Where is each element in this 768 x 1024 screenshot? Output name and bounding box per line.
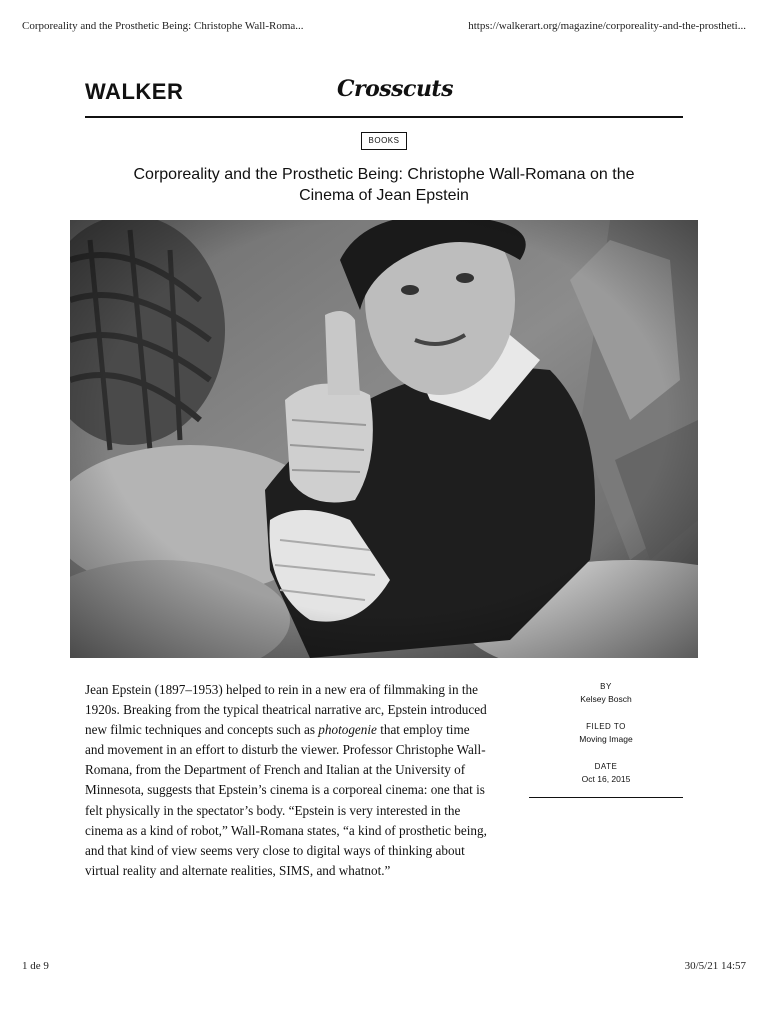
print-header [22,20,746,32]
masthead [85,76,683,118]
print-page-title: Corporeality and the Prosthetic Being: Christophe Wall-Roma... [22,20,304,32]
hero-image-film-still [70,220,698,658]
meta-divider [529,797,683,798]
article-title: Corporeality and the Prosthetic Being: Christophe Wall-Romana on the Cinema of Jean Epstein [133,166,635,204]
author-name[interactable]: Kelsey Bosch [580,694,632,704]
print-url: https://walkerart.org/magazine/corporeality-and-the-prostheti... [468,20,746,32]
date-label: DATE [594,762,618,771]
article-body [85,680,490,881]
walker-logo-link[interactable]: WALKER [85,79,184,104]
article-body-part-2: that employ time and movement in an effort to disturb the viewer. Professor Christophe Wall-Romana, from the Department of French and Italian at the University of Minnesota, suggests that Epstein’s cinema is a corporeal cinema: one that is felt physically in the spectator’s body. “Epstein is very interested in the cinema as a kind of robot,” Wall-Romana states, “a kind of prosthetic being, and that kind of view seems very close to digital ways of thinking about virtual reality and alternate realities, SIMS, and whatnot.” [85,722,487,878]
filed-to-category[interactable]: Moving Image [579,734,633,744]
page-count: 1 de 9 [22,960,49,972]
publish-date: Oct 16, 2015 [581,774,631,784]
print-timestamp: 30/5/21 14:57 [684,960,746,972]
print-footer [22,960,746,972]
crosscuts-section-name[interactable]: Crosscuts [337,76,453,102]
category-tag[interactable]: BOOKS [361,132,407,150]
photogenie-term: photogenie [318,722,377,738]
author-label: BY [600,682,612,691]
filed-to-label: FILED TO [586,722,626,731]
article-meta [529,681,683,798]
article-body-part-1: Jean Epstein (1897–1953) helped to rein in a new era of filmmaking in the 1920s. Breaking from the typical theatrical narrative arc, Epstein introduced new filmic techniques and concepts such as [85,682,487,738]
